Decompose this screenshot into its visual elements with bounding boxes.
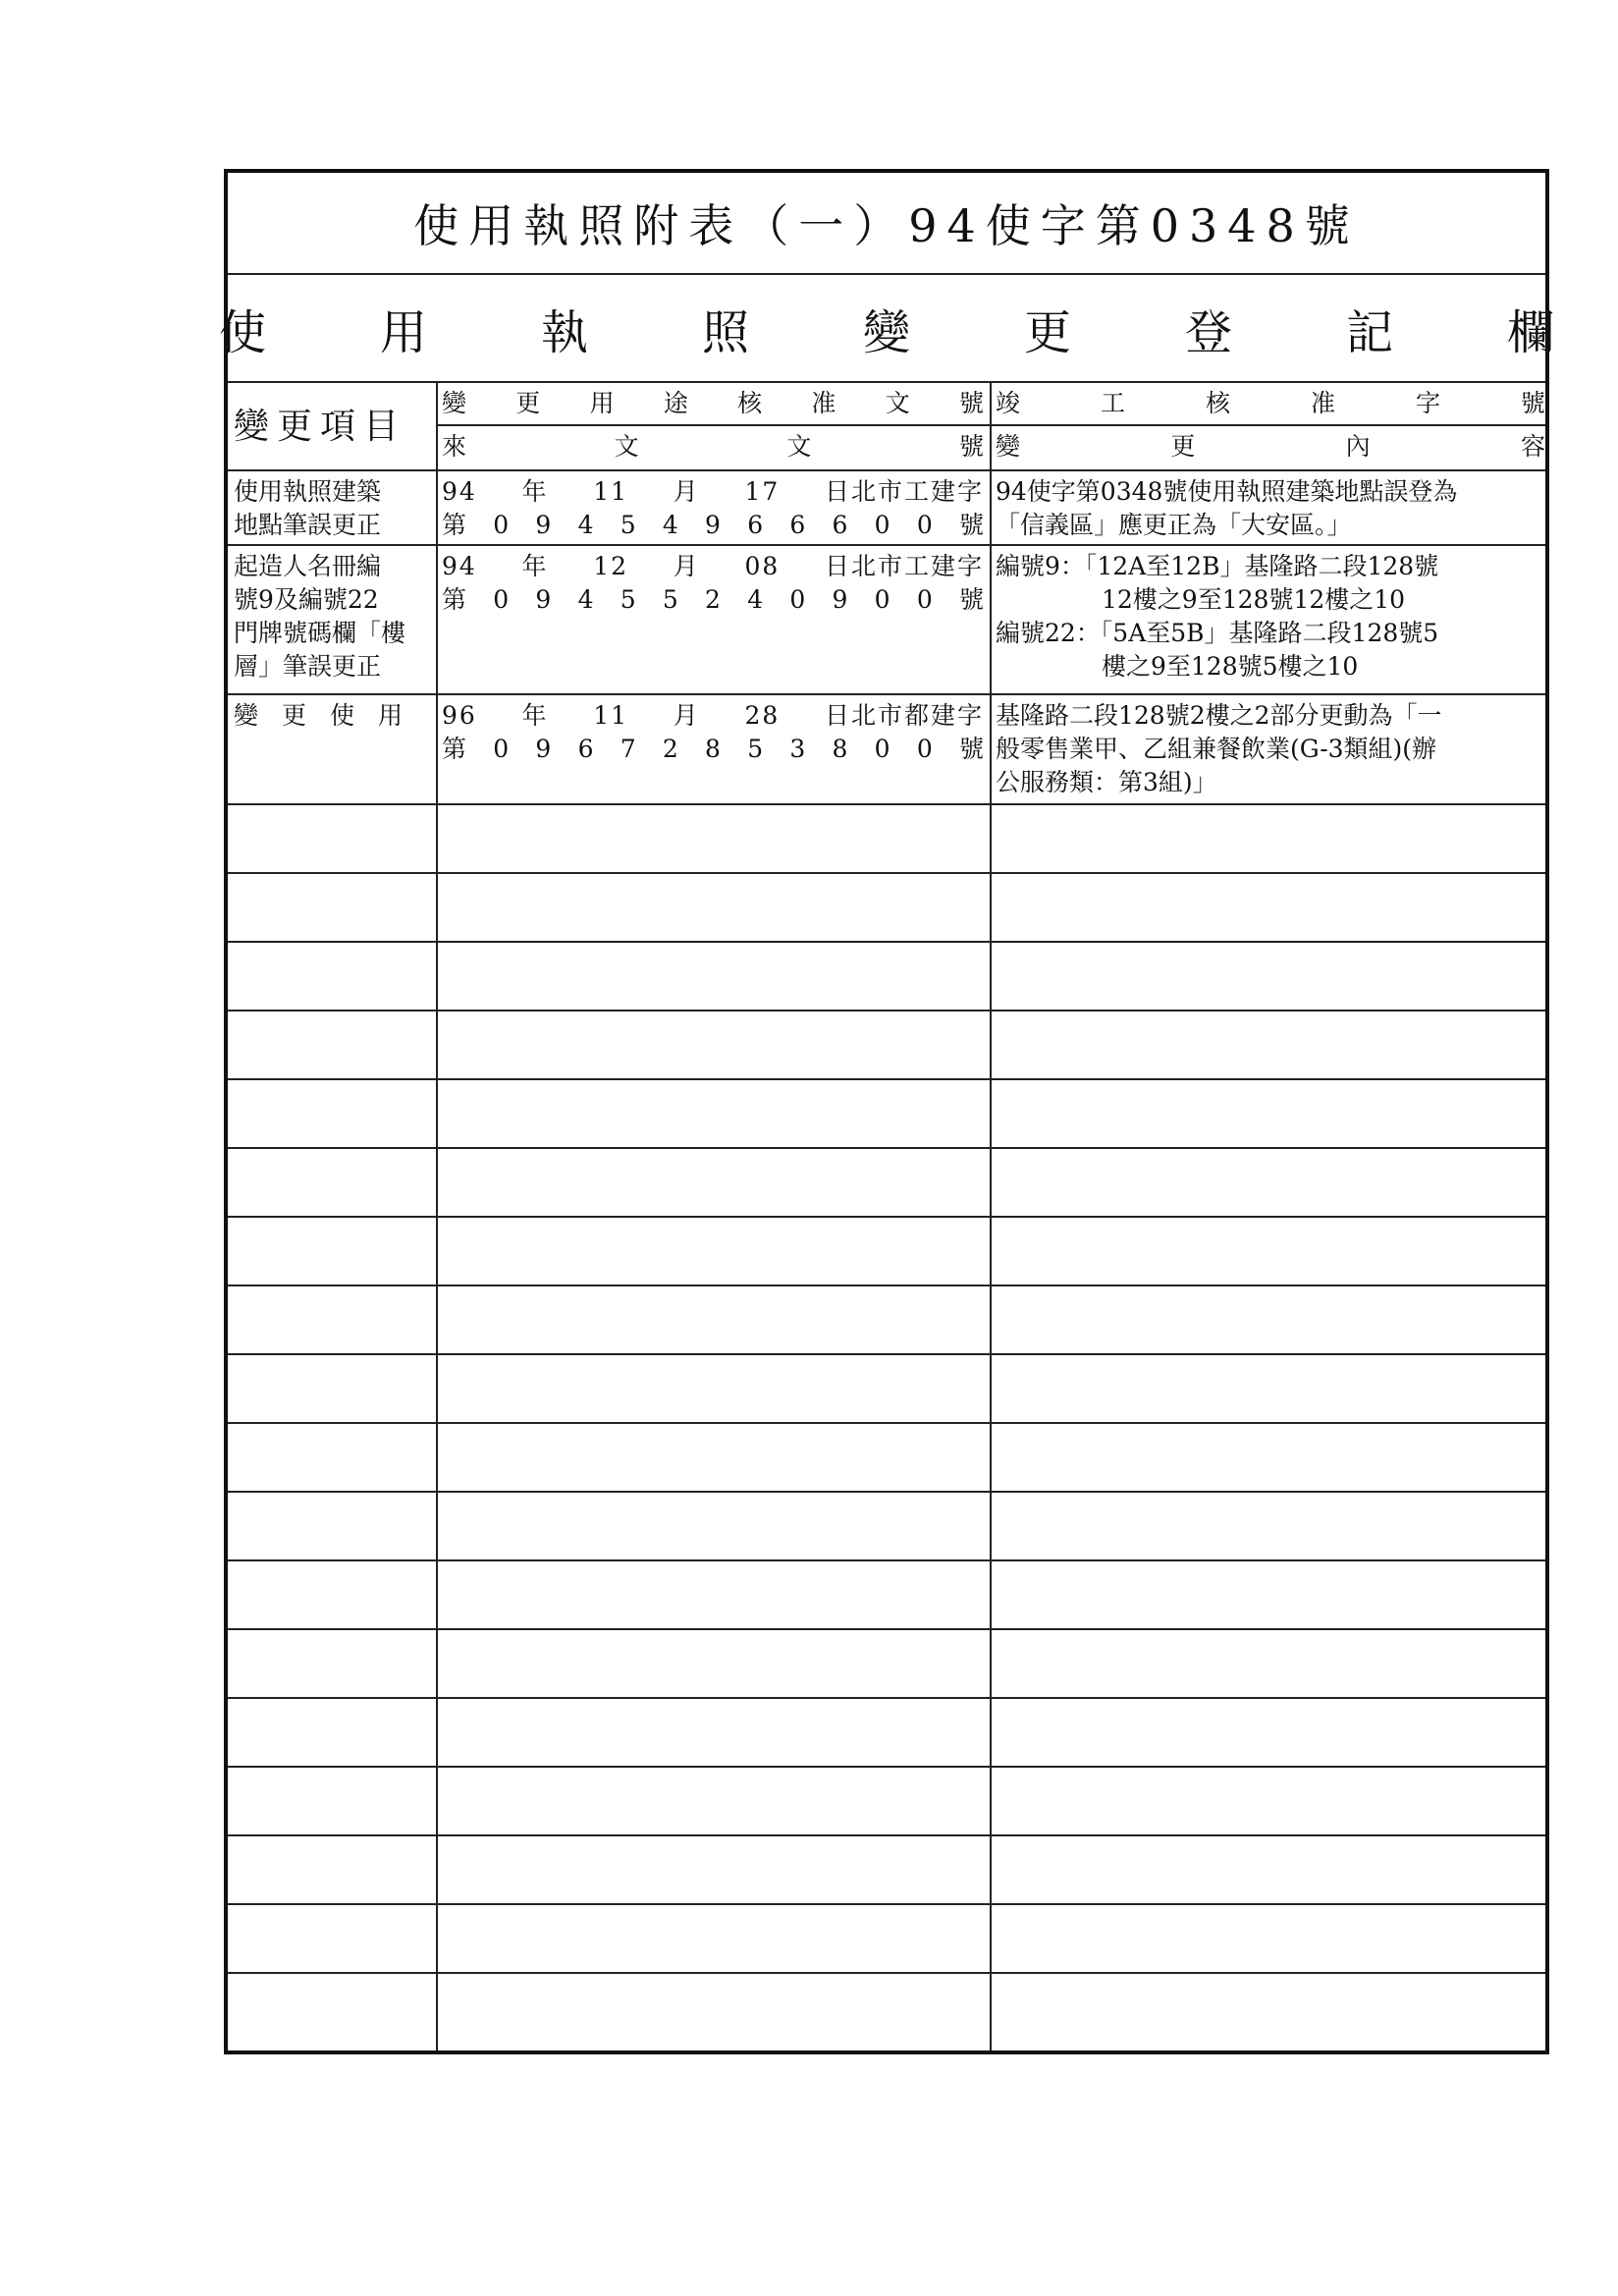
header-char: 內 — [1345, 432, 1371, 461]
doc-token: 日北市工建字 — [824, 552, 984, 580]
header-char: 途 — [663, 389, 688, 417]
header-char: 准 — [1310, 389, 1335, 417]
doc-token: 94 — [442, 552, 477, 580]
header-char: 工 — [1100, 389, 1125, 417]
column-header-completion — [996, 387, 1545, 420]
doc-token: 年 — [521, 477, 549, 506]
doc-token: 5 — [620, 511, 636, 539]
row-divider — [228, 693, 1545, 695]
doc-token: 0 — [916, 735, 933, 763]
doc-token: 5 — [747, 735, 764, 763]
header-char: 號 — [1520, 389, 1545, 417]
doc-line-1 — [442, 699, 984, 733]
doc-token: 0 — [493, 585, 510, 614]
doc-token: 6 — [747, 511, 764, 539]
section-title — [218, 275, 1555, 383]
content-line: 94使字第0348號使用執照建築地點誤登為 — [996, 477, 1458, 506]
subtitle-char: 記 — [1346, 304, 1394, 360]
content-line: 公服務類：第3組)」 — [996, 768, 1217, 796]
doc-token: 年 — [521, 552, 549, 580]
doc-token: 94 — [442, 477, 477, 506]
column-header-item — [228, 385, 436, 469]
header-char: 號 — [958, 389, 984, 417]
column-header-item-text: 變更項目 — [234, 407, 407, 447]
doc-token: 0 — [493, 511, 510, 539]
row-divider — [228, 1285, 1545, 1286]
doc-line-2 — [442, 509, 984, 542]
table-row-content — [996, 475, 1545, 542]
header-char: 核 — [737, 389, 763, 417]
item-line: 層」筆誤更正 — [234, 652, 382, 681]
table-row-item — [234, 550, 434, 683]
doc-token: 年 — [521, 701, 549, 730]
doc-token: 0 — [874, 511, 890, 539]
item-line: 地點筆誤更正 — [234, 511, 382, 539]
doc-token: 日北市工建字 — [824, 477, 984, 506]
doc-token: 17 — [744, 477, 781, 506]
table-row-doc — [442, 699, 984, 766]
doc-token: 9 — [705, 511, 721, 539]
row-divider — [228, 1697, 1545, 1699]
item-line: 門牌號碼欄「樓 — [234, 619, 406, 647]
doc-token: 4 — [577, 511, 594, 539]
row-divider — [228, 872, 1545, 874]
table-row-doc — [442, 550, 984, 617]
content-line: 般零售業甲、乙組兼餐飲業(G-3類組)(辦 — [996, 735, 1437, 763]
doc-token: 08 — [744, 552, 781, 580]
column-header-approval — [442, 387, 984, 420]
table-row-content — [996, 550, 1545, 683]
row-divider — [228, 544, 1545, 546]
row-divider — [228, 1353, 1545, 1355]
header-char: 更 — [1170, 432, 1196, 461]
doc-token: 0 — [789, 585, 806, 614]
doc-token: 3 — [789, 735, 806, 763]
row-divider — [228, 803, 1545, 805]
subtitle-char: 執 — [540, 304, 588, 360]
table-row-content — [996, 699, 1545, 799]
row-divider — [228, 469, 1545, 471]
doc-token: 7 — [620, 735, 636, 763]
row-divider — [436, 424, 1545, 426]
header-char: 字 — [1415, 389, 1440, 417]
doc-token: 0 — [874, 735, 890, 763]
header-char: 容 — [1520, 432, 1545, 461]
doc-token: 9 — [832, 585, 848, 614]
header-char: 來 — [442, 432, 467, 461]
item-line: 使用執照建築 — [234, 477, 382, 506]
content-line: 12樓之9至128號12樓之10 — [1102, 585, 1406, 614]
doc-token: 月 — [673, 477, 700, 506]
table-row-item — [234, 699, 430, 733]
doc-token: 8 — [705, 735, 721, 763]
doc-token: 12 — [593, 552, 629, 580]
subtitle-char: 照 — [701, 304, 749, 360]
doc-token: 6 — [577, 735, 594, 763]
doc-token: 11 — [593, 701, 629, 730]
doc-token: 5 — [620, 585, 636, 614]
doc-token: 號 — [958, 585, 984, 614]
row-divider — [228, 1559, 1545, 1561]
subtitle-char: 更 — [1024, 304, 1072, 360]
header-char: 變 — [442, 389, 467, 417]
title-text: 使用執照附表（一）94使字第0348號 — [413, 199, 1360, 252]
doc-token: 11 — [593, 477, 629, 506]
content-line: 編號9：「12A至12B」基隆路二段128號 — [996, 552, 1439, 580]
doc-token: 4 — [662, 511, 678, 539]
column-header-incoming — [442, 430, 984, 464]
doc-line-2 — [442, 583, 984, 617]
header-char: 用 — [589, 389, 615, 417]
header-char: 竣 — [996, 389, 1021, 417]
subtitle-char: 登 — [1185, 304, 1233, 360]
doc-token: 日北市都建字 — [824, 701, 984, 730]
row-divider — [228, 1834, 1545, 1836]
doc-token: 4 — [577, 585, 594, 614]
page-title — [228, 173, 1545, 275]
row-divider — [228, 1903, 1545, 1905]
doc-token: 第 — [442, 735, 467, 763]
table-row-item — [234, 475, 434, 542]
header-char: 文 — [885, 389, 910, 417]
header-char: 變 — [996, 432, 1021, 461]
doc-line-1 — [442, 475, 984, 509]
doc-token: 9 — [535, 735, 552, 763]
content-line: 編號22：「5A至5B」基隆路二段128號5 — [996, 619, 1439, 647]
doc-token: 0 — [916, 511, 933, 539]
doc-token: 28 — [744, 701, 781, 730]
content-line: 「信義區」應更正為「大安區。」 — [996, 511, 1352, 539]
subtitle-char: 欄 — [1507, 304, 1555, 360]
row-divider — [228, 1422, 1545, 1424]
row-divider — [228, 1216, 1545, 1218]
content-line: 基隆路二段128號2樓之2部分更動為「一 — [996, 701, 1442, 730]
header-char: 文 — [786, 432, 812, 461]
row-divider — [228, 1147, 1545, 1149]
row-divider — [228, 1078, 1545, 1080]
doc-token: 0 — [916, 585, 933, 614]
subtitle-char: 變 — [863, 304, 911, 360]
row-divider — [228, 1766, 1545, 1768]
row-divider — [228, 1010, 1545, 1011]
doc-token: 0 — [493, 735, 510, 763]
header-char: 文 — [614, 432, 639, 461]
doc-token: 6 — [789, 511, 806, 539]
doc-token: 4 — [747, 585, 764, 614]
doc-token: 6 — [832, 511, 848, 539]
header-char: 號 — [958, 432, 984, 461]
form-border — [218, 169, 1555, 2054]
doc-token: 5 — [662, 585, 678, 614]
header-char: 核 — [1205, 389, 1230, 417]
doc-token: 2 — [662, 735, 678, 763]
doc-token: 第 — [442, 585, 467, 614]
doc-token: 第 — [442, 511, 467, 539]
item-line: 號9及編號22 — [234, 585, 379, 614]
item-line: 起造人名冊編 — [234, 552, 382, 580]
doc-token: 9 — [535, 511, 552, 539]
subtitle-char: 用 — [379, 304, 427, 360]
doc-line-1 — [442, 550, 984, 583]
subtitle-char: 使 — [218, 304, 266, 360]
row-divider — [228, 1628, 1545, 1630]
row-divider — [228, 1972, 1545, 1974]
header-char: 准 — [811, 389, 836, 417]
table-row-doc — [442, 475, 984, 542]
item-line: 變更使用 — [234, 701, 427, 730]
doc-token: 號 — [958, 735, 984, 763]
column-header-content — [996, 430, 1545, 464]
content-line: 樓之9至128號5樓之10 — [1102, 652, 1359, 681]
doc-token: 號 — [958, 511, 984, 539]
doc-token: 2 — [705, 585, 721, 614]
row-divider — [228, 1491, 1545, 1493]
doc-token: 0 — [874, 585, 890, 614]
doc-token: 8 — [832, 735, 848, 763]
doc-token: 月 — [673, 701, 700, 730]
doc-line-2 — [442, 733, 984, 766]
doc-token: 月 — [673, 552, 700, 580]
doc-token: 9 — [535, 585, 552, 614]
header-char: 更 — [515, 389, 541, 417]
doc-token: 96 — [442, 701, 477, 730]
row-divider — [228, 941, 1545, 943]
